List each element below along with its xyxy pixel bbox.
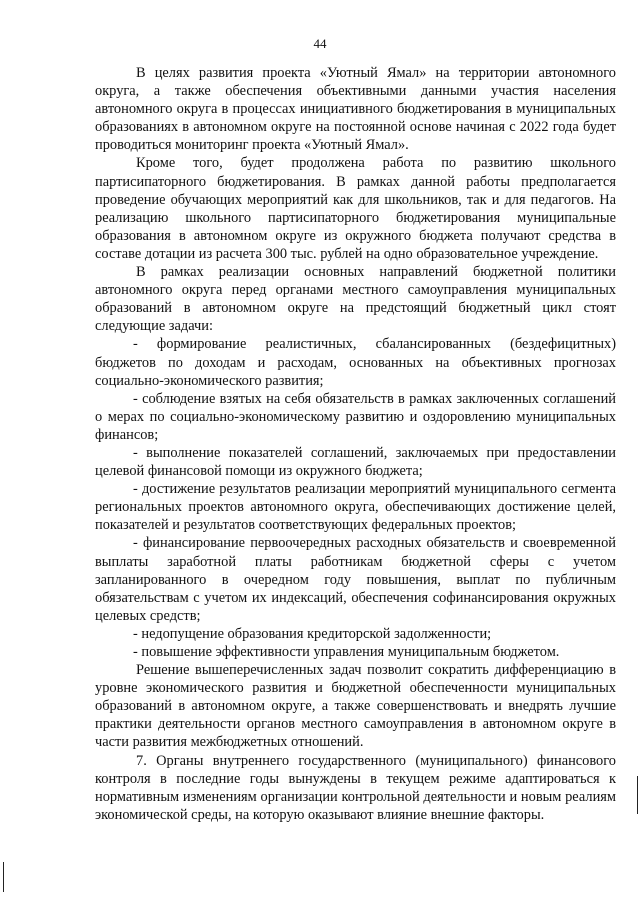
paragraph-section-7: 7. Органы внутреннего государственного (муниципального) финансового контроля в последние годы вынуждены в текущем режиме адаптироваться к нормативным изменениям организации контрольной деятельности и новым реалиям экономической среды, на которую оказывают влияние внешние факторы. — [95, 752, 616, 823]
paragraph-uyutny-yamal-monitoring: В целях развития проекта «Уютный Ямал» на территории автономного округа, а также обеспечения объективными данными участия населения автономного округа в процессах инициативного бюджетирования в муниципальных образованиях в автономном округе на постоянной основе начиная с 2022 года будет проводиться мониторинг проекта «Уютный Ямал». — [95, 65, 616, 154]
list-item: - соблюдение взятых на себя обязательств в рамках заключенных соглашений о мерах по социально-экономическому развитию и оздоровлению муниципальных финансов; — [95, 390, 616, 443]
list-item: - формирование реалистичных, сбалансированных (бездефицитных) бюджетов по доходам и расходам, основанных на объективных прогнозах социально-экономического развития; — [95, 336, 616, 389]
scan-edge-mark — [637, 776, 638, 814]
list-item: - финансирование первоочередных расходных обязательств и своевременной выплаты заработной платы работникам бюджетной сферы с учетом запланированного в очередном году повышения, выплат по публичным обязательствам с учетом их индексаций, обеспечения софинансирования окружных целевых средств; — [95, 535, 616, 624]
paragraph-tasks-outcome: Решение вышеперечисленных задач позволит сократить дифференциацию в уровне экономического развития и бюджетной обеспеченности муниципальных образований в автономном округе, а также совершенствовать и внедрять лучшие практики деятельности органов местного самоуправления в автономном округе в части развития межбюджетных отношений. — [95, 662, 616, 751]
list-item: - выполнение показателей соглашений, заключаемых при предоставлении целевой финансовой помощи из окружного бюджета; — [95, 444, 616, 480]
page-body — [95, 64, 616, 824]
paragraph-school-budgeting: Кроме того, будет продолжена работа по развитию школьного партисипаторного бюджетирования. В рамках данной работы предполагается проведение обучающих мероприятий как для школьников, так и для педагогов. На реализацию школьного партисипаторного бюджетирования муниципальные образования в автономном округе из окружного бюджета получают средства в составе дотации из расчета 300 тыс. рублей на одно образовательное учреждение. — [95, 155, 616, 262]
list-item: - повышение эффективности управления муниципальным бюджетом. — [133, 644, 560, 660]
scan-edge-mark — [3, 862, 4, 892]
list-item: - достижение результатов реализации мероприятий муниципального сегмента региональных проектов автономного округа, обеспечивающих достижение целей, показателей и результатов соответствующих федеральных проектов; — [95, 481, 616, 534]
list-item: - недопущение образования кредиторской задолженности; — [133, 625, 492, 642]
paragraph-tasks-intro: В рамках реализации основных направлений бюджетной политики автономного округа перед органами местного самоуправления муниципальных образований в автономном округе на предстоящий бюджетный цикл стоят следующие задачи: — [95, 264, 616, 335]
page-number: 44 — [313, 36, 327, 51]
